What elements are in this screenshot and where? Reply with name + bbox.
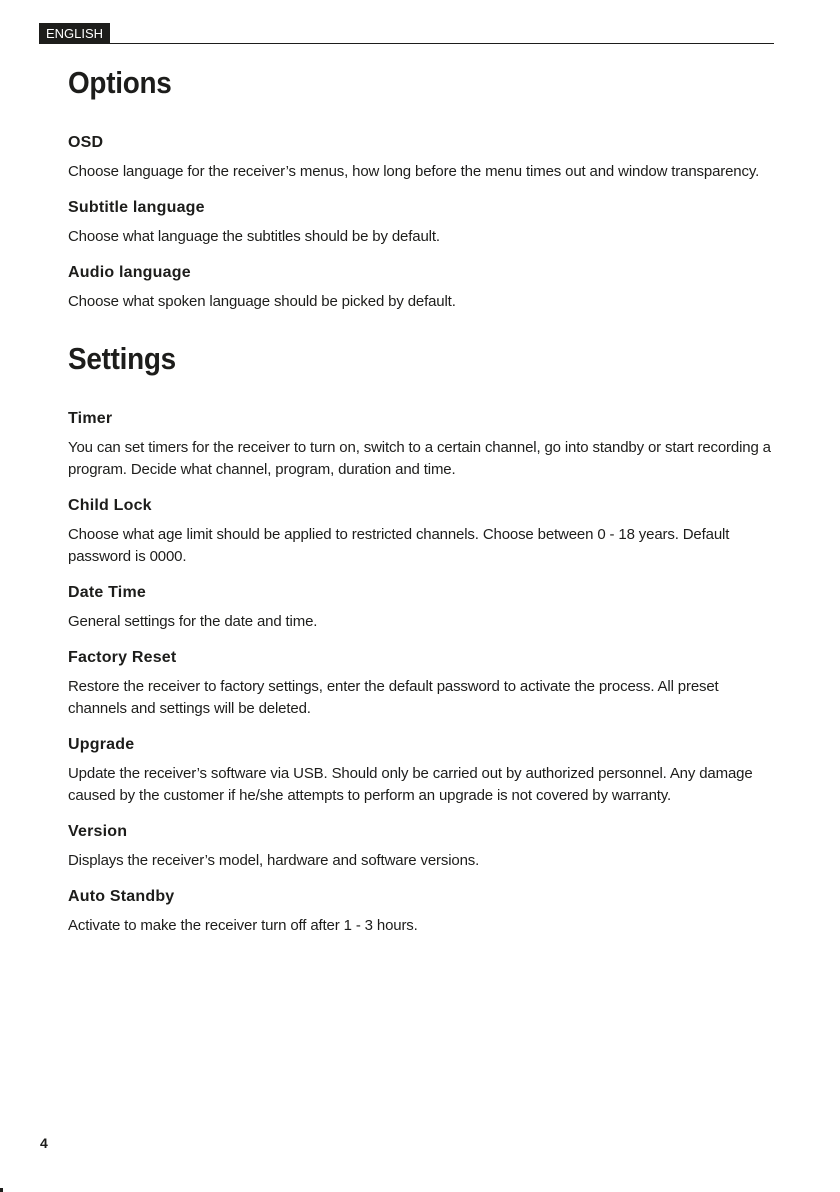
- date-time-heading: Date Time: [68, 584, 146, 601]
- upgrade-description: Update the receiver’s software via USB. Should only be carried out by authorized personnel. Any damage caused by the customer if he/she attempts to perform an upgrade is not covered by warranty.: [68, 765, 753, 804]
- child-lock-heading: Child Lock: [68, 497, 152, 514]
- auto-standby-description: Activate to make the receiver turn off after 1 - 3 hours.: [68, 917, 418, 934]
- date-time-description: General settings for the date and time.: [68, 613, 318, 630]
- settings-title: Settings: [68, 341, 176, 376]
- page-content: [68, 58, 774, 952]
- language-tab: ENGLISH: [39, 23, 110, 44]
- version-heading: Version: [68, 823, 128, 840]
- version-description: Displays the receiver’s model, hardware and software versions.: [68, 852, 480, 869]
- factory-reset-description: Restore the receiver to factory settings, enter the default password to activate the process. All preset channels and settings will be deleted.: [68, 678, 719, 717]
- factory-reset-heading: Factory Reset: [68, 649, 177, 666]
- subtitle-language-description: Choose what language the subtitles should be by default.: [68, 228, 440, 245]
- page-number: 4: [40, 1135, 48, 1151]
- audio-language-heading: Audio language: [68, 264, 191, 281]
- header-rule: [39, 43, 774, 44]
- audio-language-description: Choose what spoken language should be picked by default.: [68, 293, 456, 310]
- subtitle-language-heading: Subtitle language: [68, 199, 205, 216]
- upgrade-heading: Upgrade: [68, 736, 135, 753]
- child-lock-description: Choose what age limit should be applied to restricted channels. Choose between 0 - 18 years. Default password is 0000.: [68, 526, 730, 565]
- timer-description: You can set timers for the receiver to turn on, switch to a certain channel, go into standby or start recording a program. Decide what channel, program, duration and time.: [68, 439, 771, 478]
- crop-mark: [0, 1188, 3, 1192]
- osd-heading: OSD: [68, 134, 104, 151]
- options-section: [68, 63, 774, 313]
- timer-heading: Timer: [68, 410, 113, 427]
- options-title: Options: [68, 65, 172, 100]
- auto-standby-heading: Auto Standby: [68, 888, 175, 905]
- settings-section: [68, 339, 774, 937]
- osd-description: Choose language for the receiver’s menus, how long before the menu times out and window transparency.: [68, 163, 760, 180]
